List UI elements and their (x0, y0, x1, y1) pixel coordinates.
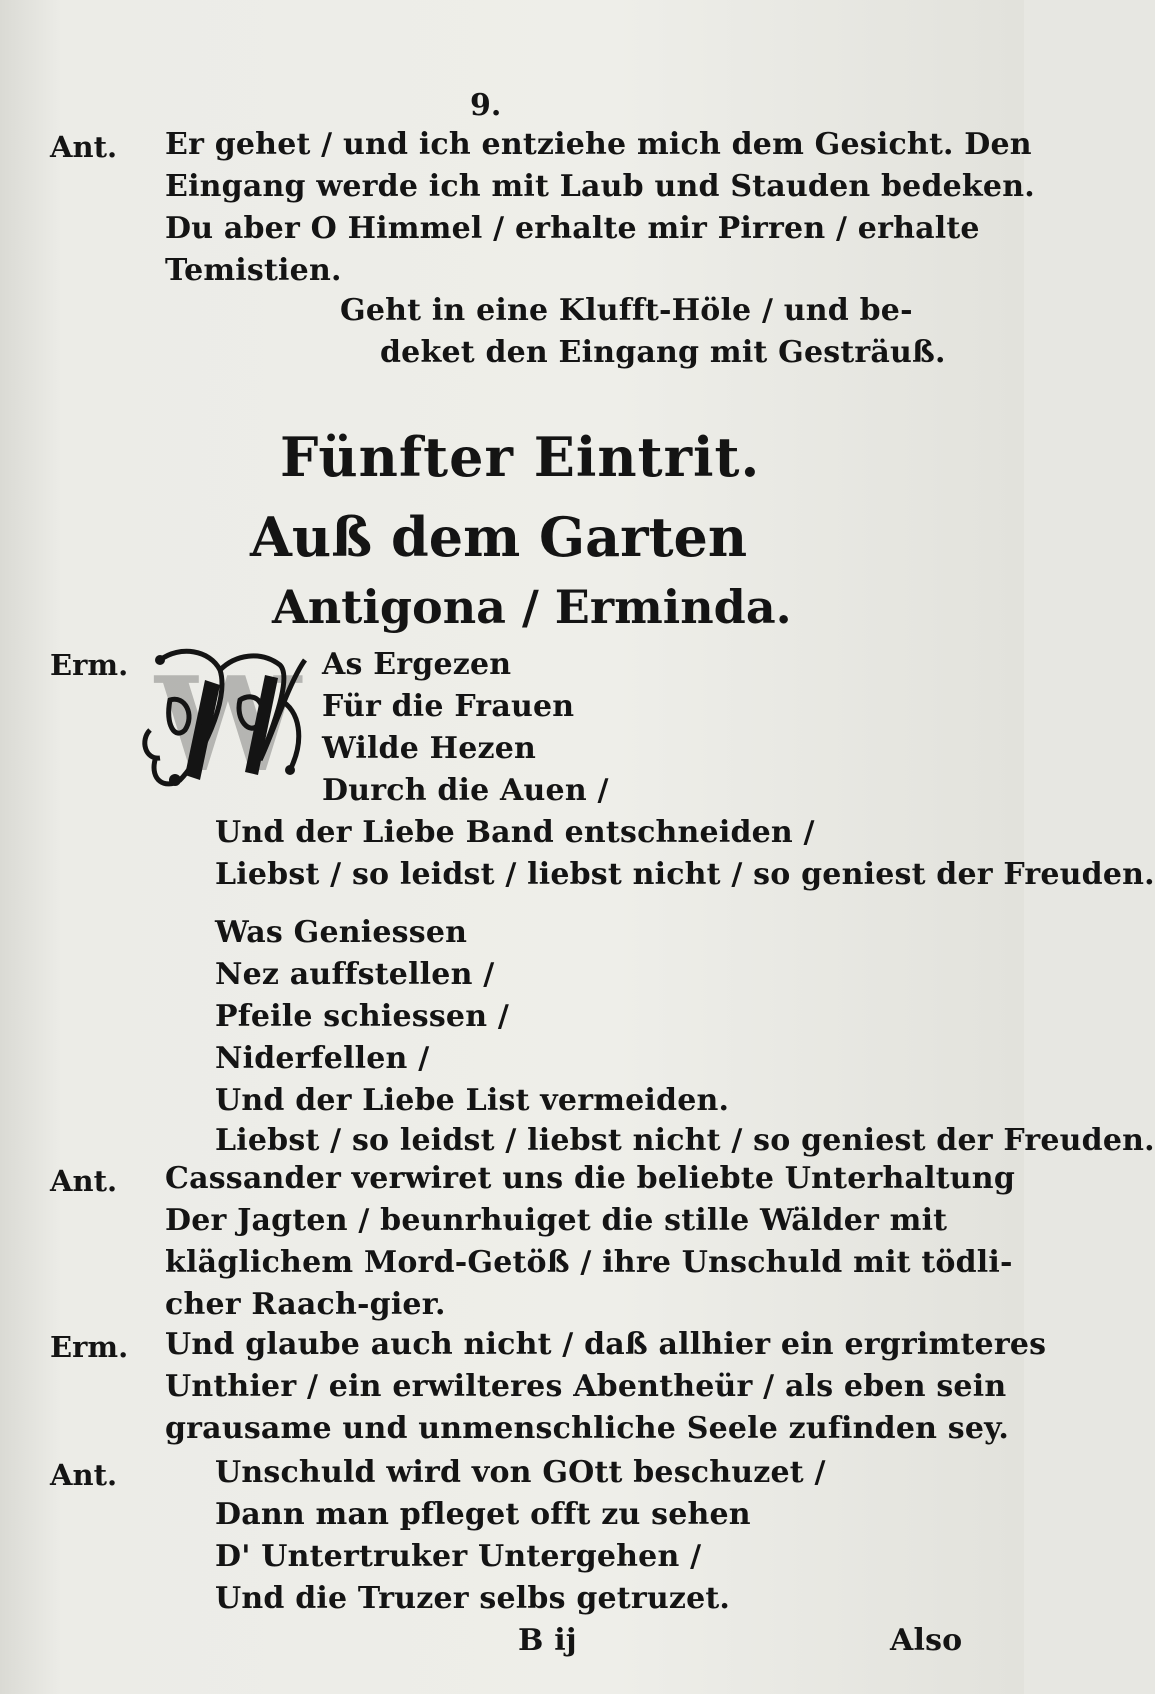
refrain-line: Liebst / so leidst / liebst nicht / so geniest der Freuden. (215, 1123, 1155, 1158)
verse-line: Für die Frauen (322, 689, 575, 724)
dialogue-line: Unthier / ein erwilteres Abentheür / als eben sein (165, 1369, 1007, 1404)
initial-letter: W (155, 648, 301, 801)
dialogue-line: Eingang werde ich mit Laub und Stauden bedeken. (165, 169, 1035, 204)
dialogue-line: kläglichem Mord-Getöß / ihre Unschuld mit tödli- (165, 1245, 1013, 1280)
dialogue-line: Cassander verwiret uns die beliebte Unterhaltung (165, 1161, 1015, 1196)
speaker-label: Ant. (50, 1164, 118, 1198)
verse-line: Und die Truzer selbs getruzet. (215, 1581, 731, 1616)
dialogue-line: Du aber O Himmel / erhalte mir Pirren / erhalte (165, 211, 980, 246)
speaker-label: Erm. (50, 1330, 129, 1364)
verse-line: Dann man pfleget offt zu sehen (215, 1497, 751, 1532)
verse-line: Und der Liebe List vermeiden. (215, 1083, 730, 1118)
speaker-label: Ant. (50, 1458, 118, 1492)
page-number: 9. (470, 88, 502, 123)
speaker-label: Ant. (50, 130, 118, 164)
verse-line: Durch die Auen / (322, 773, 609, 808)
speaker-label: Erm. (50, 648, 129, 682)
catchword: Also (890, 1623, 963, 1658)
decorated-initial (140, 640, 316, 800)
dialogue-line: cher Raach-gier. (165, 1287, 446, 1322)
verse-line: Unschuld wird von GOtt beschuzet / (215, 1455, 826, 1490)
verse-line: Und der Liebe Band entschneiden / (215, 815, 815, 850)
signature-mark: B ij (518, 1623, 577, 1658)
dialogue-line: Und glaube auch nicht / daß allhier ein ergrimteres (165, 1327, 1047, 1362)
scene-heading: Fünfter Eintrit. (280, 425, 761, 489)
dialogue-line: Temistien. (165, 253, 342, 288)
verse-line: As Ergezen (322, 647, 512, 682)
verse-line: Wilde Hezen (322, 731, 537, 766)
verse-line: Pfeile schiessen / (215, 999, 510, 1034)
refrain-line: Liebst / so leidst / liebst nicht / so geniest der Freuden. (215, 857, 1155, 892)
characters-heading: Antigona / Erminda. (272, 580, 792, 634)
verse-line: D' Untertruker Untergehen / (215, 1539, 702, 1574)
verse-line: Niderfellen / (215, 1041, 430, 1076)
verse-line: Was Geniessen (215, 915, 468, 950)
verse-line: Nez auffstellen / (215, 957, 495, 992)
stage-direction: deket den Eingang mit Gesträuß. (380, 335, 946, 370)
stage-direction: Geht in eine Klufft-Höle / und be- (340, 293, 913, 328)
dialogue-line: Der Jagten / beunrhuiget die stille Wälder mit (165, 1203, 948, 1238)
location-heading: Auß dem Garten (250, 505, 748, 569)
dialogue-line: Er gehet / und ich entziehe mich dem Gesicht. Den (165, 127, 1032, 162)
dialogue-line: grausame und unmenschliche Seele zufinden sey. (165, 1411, 1009, 1446)
